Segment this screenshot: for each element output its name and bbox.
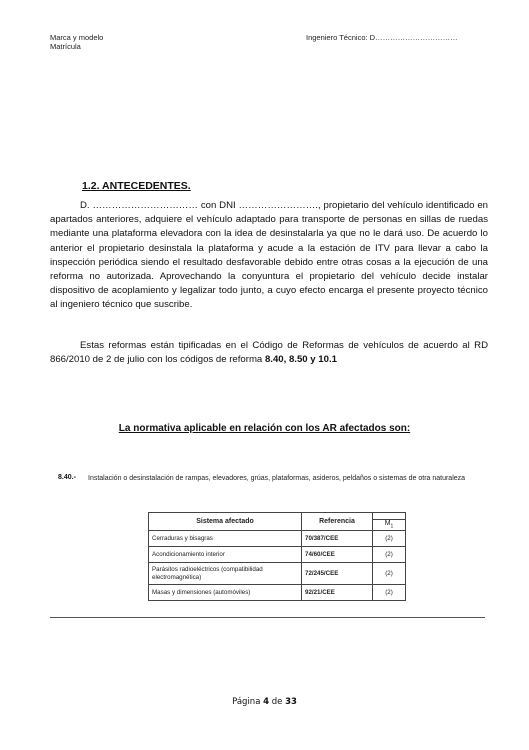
antecedentes-paragraph: D. …………………………… con DNI ……………………., propietario del vehículo identificado en apartados anteriores, adquiere el vehículo adaptado para transporte de personas en sillas de ruedas mediante una plataforma elevadora con la idea de desinstalarla ya que no le dará uso. De acuerdo lo anterior el propietario desinstala la plataforma y acude a la estación de ITV para llevar a cabo la inspección periódica siendo el resultado desfavorable debido entre otras cosas a la ejecución de una reforma no autorizada. Aprovechando la conyuntura el propietario del vehículo decide instalar dispositivo de acoplamiento y legalizar todo junto, a cuyo efecto encarga el presente proyecto técnico al ingeniero técnico que suscribe. — [50, 200, 488, 311]
reference-cell: 74/60/CEE — [302, 547, 373, 563]
m1-cell: (2) — [373, 585, 406, 601]
m1-cell: (2) — [373, 531, 406, 547]
col-m1-header — [373, 520, 406, 531]
footer-page-total: 33 — [285, 697, 297, 707]
reform-codes-text: Estas reformas están tipificadas en el Código de Reformas de vehículos de acuerdo al RD 866/2010 de 2 de julio con los códigos de reforma — [50, 340, 488, 366]
page-footer — [0, 697, 529, 707]
table-row — [149, 547, 406, 563]
section-title: 1.2. ANTECEDENTES. — [82, 180, 191, 192]
reform-description: Instalación o desinstalación de rampas, elevadores, grúas, plataformas, asideros, peldaños o sistemas de otra naturaleza — [88, 475, 466, 482]
footer-mid: de — [269, 697, 286, 707]
reference-cell: 70/387/CEE — [302, 531, 373, 547]
col-m1-subscript: 1 — [390, 523, 394, 530]
section-divider — [50, 617, 485, 618]
system-cell: Parásitos radioeléctricos (compatibilidad electromagnética) — [149, 563, 302, 585]
header-vehicle-label: Marca y modelo — [50, 33, 104, 42]
table-row — [149, 563, 406, 585]
footer-prefix: Página — [232, 697, 264, 707]
col-m1-spacer — [373, 513, 406, 520]
header-plate-label: Matrícula — [50, 42, 81, 51]
reference-cell: 92/21/CEE — [302, 585, 373, 601]
footer-page-number: 4 — [263, 697, 270, 707]
system-cell: Acondicionamiento interior — [149, 547, 302, 563]
table-row — [149, 531, 406, 547]
header-left — [50, 33, 103, 51]
m1-cell: (2) — [373, 547, 406, 563]
col-m1-text: $M_1$ — [384, 520, 394, 530]
regulations-table — [148, 512, 406, 601]
reference-cell: 72/245/CEE — [302, 563, 373, 585]
reform-codes-values: 8.40, 8.50 y 10.1 — [264, 354, 337, 366]
normativa-title: La normativa aplicable en relación con los AR afectados son: — [118, 423, 411, 434]
m1-cell: (2) — [373, 563, 406, 585]
reform-code: 8.40.- — [58, 474, 76, 481]
system-cell: Masas y dimensiones (automóviles) — [149, 585, 302, 601]
col-reference-header: Referencia — [302, 513, 373, 531]
system-cell: Cerraduras y bisagras — [149, 531, 302, 547]
col-system-header: Sistema afectado — [149, 513, 302, 531]
header-engineer: Ingeniero Técnico: D…………………………… — [306, 33, 458, 42]
reform-codes-paragraph — [50, 339, 488, 367]
table-row — [149, 585, 406, 601]
table-header-row — [149, 513, 406, 520]
